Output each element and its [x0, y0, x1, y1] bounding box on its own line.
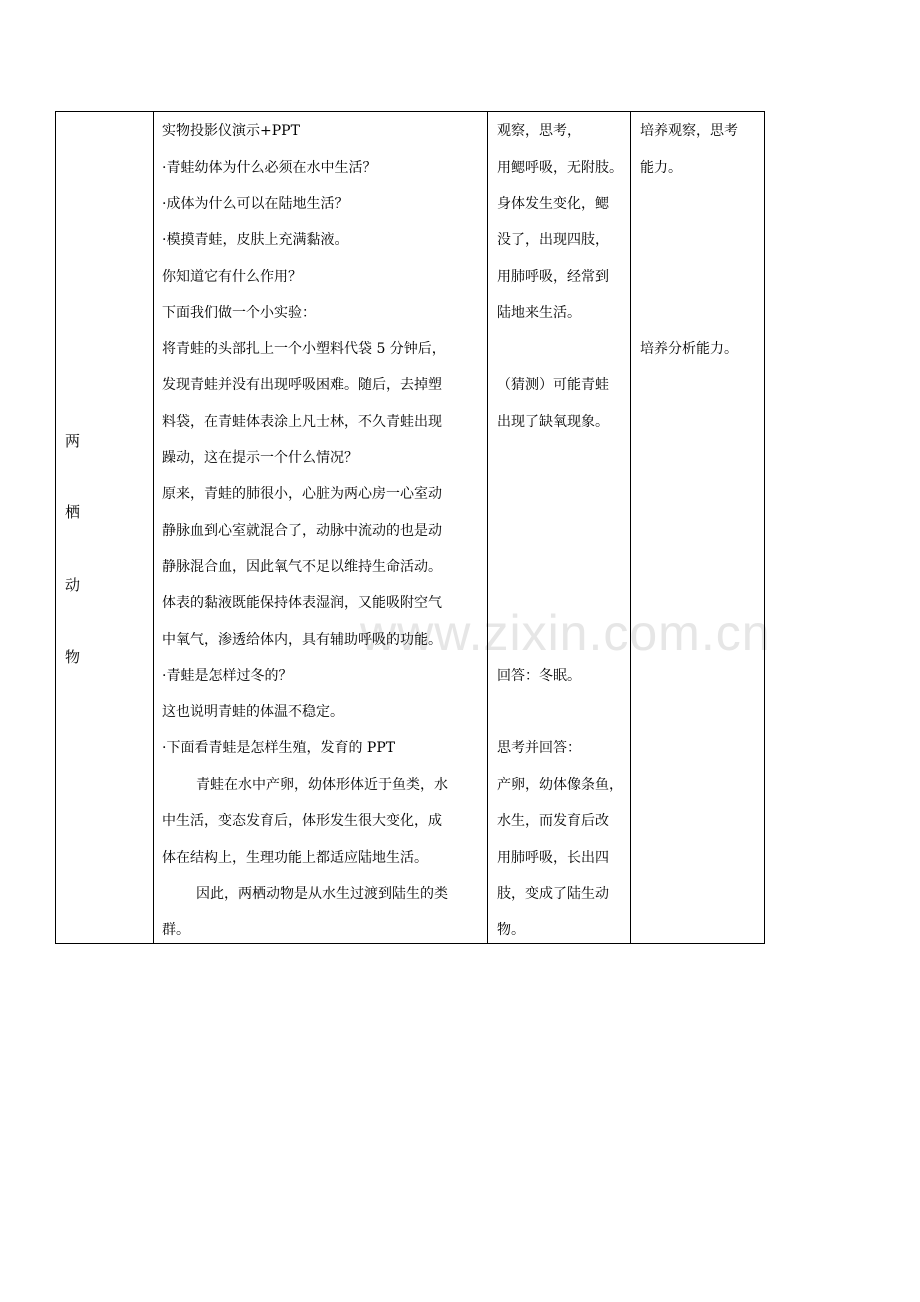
teacher-line: 中生活，变态发育后，体形发生很大变化，成: [162, 813, 442, 829]
student-line: 出现了缺氧现象。: [497, 414, 609, 430]
teacher-line: 实物投影仪演示+PPT: [162, 123, 300, 139]
teacher-line: 将青蛙的头部扎上一个小塑料代袋 5 分钟后，: [162, 341, 446, 357]
design-intent-cell: [631, 112, 765, 944]
teacher-line: 躁动，这在提示一个什么情况？: [162, 450, 358, 466]
student-line: 用肺呼吸，长出四: [497, 850, 609, 866]
teacher-line: 因此，两栖动物是从水生过渡到陆生的类: [196, 886, 448, 902]
intent-line: 培养观察，思考: [640, 123, 738, 139]
teacher-line: 青蛙在水中产卵，幼体形体近于鱼类，水: [196, 777, 448, 793]
teacher-line: 体表的黏液既能保持体表湿润，又能吸附空气: [162, 595, 442, 611]
teacher-line: 你知道它有什么作用？: [162, 269, 302, 285]
student-activity-cell: [488, 112, 631, 944]
student-line: 身体发生变化，鳃: [497, 196, 609, 212]
lesson-plan-table: [55, 111, 765, 944]
teacher-line: ·下面看青蛙是怎样生殖，发育的 PPT: [162, 740, 396, 756]
student-line: 用鳃呼吸，无附肢。: [497, 160, 623, 176]
intent-line: 能力。: [640, 160, 682, 176]
teacher-line: ·青蛙是怎样过冬的？: [162, 668, 293, 684]
teacher-line: 下面我们做一个小实验：: [162, 305, 316, 321]
student-line: （猜测）可能青蛙: [497, 377, 609, 393]
student-line: 用肺呼吸，经常到: [497, 269, 609, 285]
student-line: 肢，变成了陆生动: [497, 886, 609, 902]
student-line: 陆地来生活。: [497, 305, 581, 321]
table-row: [56, 112, 765, 944]
student-line: 思考并回答：: [497, 740, 581, 756]
student-line: 产卵，幼体像条鱼，: [497, 777, 623, 793]
watermark-text: www.zixin.com.cn: [360, 605, 771, 661]
student-line: 物。: [497, 922, 525, 938]
teacher-line: 这也说明青蛙的体温不稳定。: [162, 704, 344, 720]
teacher-line: 料袋，在青蛙体表涂上凡士林，不久青蛙出现: [162, 414, 442, 430]
intent-line: 培养分析能力。: [640, 341, 738, 357]
topic-char: 两: [65, 432, 81, 450]
teacher-line: 群。: [162, 922, 190, 938]
topic-char: 动: [65, 576, 81, 594]
student-line: 回答：冬眠。: [497, 668, 581, 684]
teacher-line: 原来，青蛙的肺很小，心脏为两心房一心室动: [162, 486, 442, 502]
topic-char: 栖: [65, 503, 81, 521]
teacher-line: 体在结构上，生理功能上都适应陆地生活。: [162, 850, 428, 866]
teacher-line: 中氧气，渗透给体内，具有辅助呼吸的功能。: [162, 632, 442, 648]
teacher-activity-cell: [154, 112, 488, 944]
teacher-line: ·青蛙幼体为什么必须在水中生活？: [162, 160, 377, 176]
teacher-line: ·模摸青蛙，皮肤上充满黏液。: [162, 232, 349, 248]
topic-char: 物: [65, 648, 81, 666]
student-line: 水生，而发育后改: [497, 813, 609, 829]
topic-cell: [56, 112, 154, 944]
teacher-line: 静脉血到心室就混合了，动脉中流动的也是动: [162, 523, 442, 539]
student-line: 观察，思考，: [497, 123, 581, 139]
teacher-line: 静脉混合血，因此氧气不足以维持生命活动。: [162, 559, 442, 575]
teacher-line: 发现青蛙并没有出现呼吸困难。随后，去掉塑: [162, 377, 442, 393]
student-line: 没了，出现四肢，: [497, 232, 609, 248]
teacher-line: ·成体为什么可以在陆地生活？: [162, 196, 349, 212]
